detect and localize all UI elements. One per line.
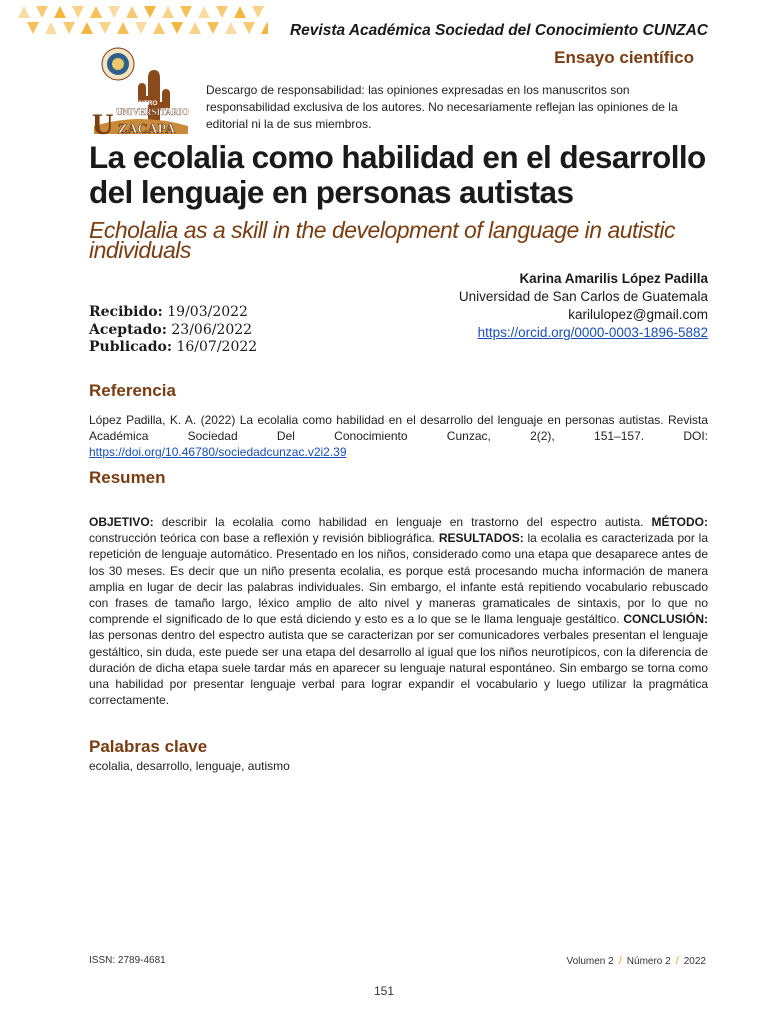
decorative-triangle	[144, 6, 156, 18]
author-block	[459, 270, 708, 342]
decorative-triangle	[27, 22, 39, 34]
decorative-triangle	[207, 22, 219, 34]
keywords-text: ecolalia, desarrollo, lenguaje, autismo	[89, 759, 290, 773]
footer-year: 2022	[683, 956, 706, 967]
published-label: Publicado:	[89, 339, 173, 355]
results-label: RESULTADOS:	[438, 531, 524, 546]
orcid-link[interactable]: https://orcid.org/0000-0003-1896-5882	[477, 325, 708, 340]
section-type: Ensayo científico	[554, 48, 694, 67]
decorative-triangle	[45, 22, 57, 34]
decorative-triangle	[153, 22, 165, 34]
publication-dates	[89, 304, 257, 357]
reference-citation: López Padilla, K. A. (2022) La ecolalia como habilidad en el desarrollo del lenguaje en personas autistas. Revista Académica Sociedad Del Conocimiento Cunzac, 2(2), 151–157. DOI:	[89, 413, 708, 443]
logo-top-text: CENTRO	[130, 100, 158, 107]
decorative-triangle	[225, 22, 237, 34]
doi-link[interactable]: https://doi.org/10.46780/sociedadcunzac.v2i2.39	[89, 445, 347, 459]
decorative-triangle	[36, 6, 48, 18]
decorative-triangle	[234, 6, 246, 18]
page-number: 151	[373, 984, 395, 998]
method-text: construcción teórica con base a reflexión y revisión bibliográfica.	[89, 531, 439, 546]
decorative-triangle	[108, 6, 120, 18]
decorative-triangle	[18, 6, 30, 18]
results-text: la ecolalia es caracterizada por la repetición de lenguaje automático. Presentado en los niños, considerado como una etapa que desaparece antes de los 30 meses. Es decir que un niño presenta ecolalia, es porque está procesando mucha información de manera amplia en lugar de decir las palabras individuales. Sin embargo, el infante está repitiendo vocabulario rebuscado con frases de tamaño largo, léxico amplio de alto nivel y maneras gramaticales de sintaxis, por lo que no comprende el significado de lo que está diciendo y esto es a lo que se le llama lenguaje gestáltico.	[89, 531, 708, 627]
decorative-triangle	[117, 22, 129, 34]
decorative-triangle	[72, 6, 84, 18]
decorative-triangle	[126, 6, 138, 18]
conclusion-text: las personas dentro del espectro autista que se caracterizan por ser comunicadores verbales presentan el lenguaje gestáltico, sin duda, este puede ser una etapa del desarrollo al igual que los niños neurotípicos, con la diferencia de duración de dicha etapa suele tardar más en aparecer su lenguaje natural espontáneo. Sin embargo se torna como una habilidad por presentar lenguaje verbal para lograr expandir el vocabulario y luego utilizar la pragmática correctamente.	[89, 628, 708, 708]
decorative-triangle	[216, 6, 228, 18]
footer-separator: /	[675, 955, 679, 967]
article-title-spanish: La ecolalia como habilidad en el desarrollo del lenguaje en personas autistas	[89, 139, 706, 210]
decorative-triangle	[99, 22, 111, 34]
author-name: Karina Amarilis López Padilla	[519, 271, 708, 286]
decorative-triangle	[162, 6, 174, 18]
footer-issn: ISSN: 2789-4681	[89, 955, 166, 966]
reference-heading: Referencia	[89, 381, 176, 400]
objective-label: OBJETIVO:	[89, 515, 154, 529]
decorative-triangle	[81, 22, 93, 34]
received-date: 19/03/2022	[167, 304, 248, 320]
accepted-date: 23/06/2022	[171, 321, 253, 338]
decorative-triangle	[189, 22, 201, 34]
decorative-triangle-pattern	[18, 4, 268, 38]
footer-volume: Volumen 2	[566, 956, 614, 967]
decorative-triangle	[171, 22, 183, 34]
journal-title: Revista Académica Sociedad del Conocimiento CUNZAC	[289, 22, 708, 39]
footer-separator: /	[618, 955, 622, 967]
logo-main-text: UNIVERSITARIO	[116, 107, 189, 117]
decorative-triangle	[243, 22, 255, 34]
decorative-triangle	[261, 22, 268, 34]
logo-bottom-text: ZACAPA	[118, 122, 176, 137]
decorative-triangle	[54, 6, 66, 18]
logo-initial: U	[92, 108, 114, 138]
article-title-english: Echolalia as a skill in the development of language in autistic individuals	[89, 217, 676, 263]
published-date: 16/07/2022	[176, 339, 258, 355]
reference-text	[89, 412, 708, 460]
disclaimer: Descargo de responsabilidad: las opiniones expresadas en los manuscritos son responsabilidad exclusiva de los autores. No necesariamente reflejan las opiniones de la editorial ni la de sus miembros.	[206, 83, 678, 131]
university-logo	[90, 42, 192, 138]
decorative-triangle	[180, 6, 192, 18]
conclusion-label: CONCLUSIÓN:	[623, 612, 708, 627]
received-label: Recibido:	[89, 304, 163, 320]
abstract-heading: Resumen	[89, 468, 166, 487]
method-label: MÉTODO:	[651, 515, 708, 529]
footer-number: Número 2	[626, 956, 671, 967]
decorative-triangle	[135, 22, 147, 34]
keywords-heading: Palabras clave	[89, 737, 208, 756]
author-email[interactable]: karilulopez@gmail.com	[568, 307, 708, 322]
decorative-triangle	[63, 22, 75, 34]
accepted-label: Aceptado:	[89, 321, 167, 338]
decorative-triangle	[90, 6, 102, 18]
abstract-text	[89, 514, 708, 708]
decorative-triangle	[252, 6, 264, 18]
author-affiliation: Universidad de San Carlos de Guatemala	[458, 289, 708, 304]
footer-volume-info	[566, 955, 706, 967]
objective-text: describir la ecolalia como habilidad en lenguaje en trastorno del espectro autista.	[153, 515, 652, 529]
decorative-triangle	[198, 6, 210, 18]
